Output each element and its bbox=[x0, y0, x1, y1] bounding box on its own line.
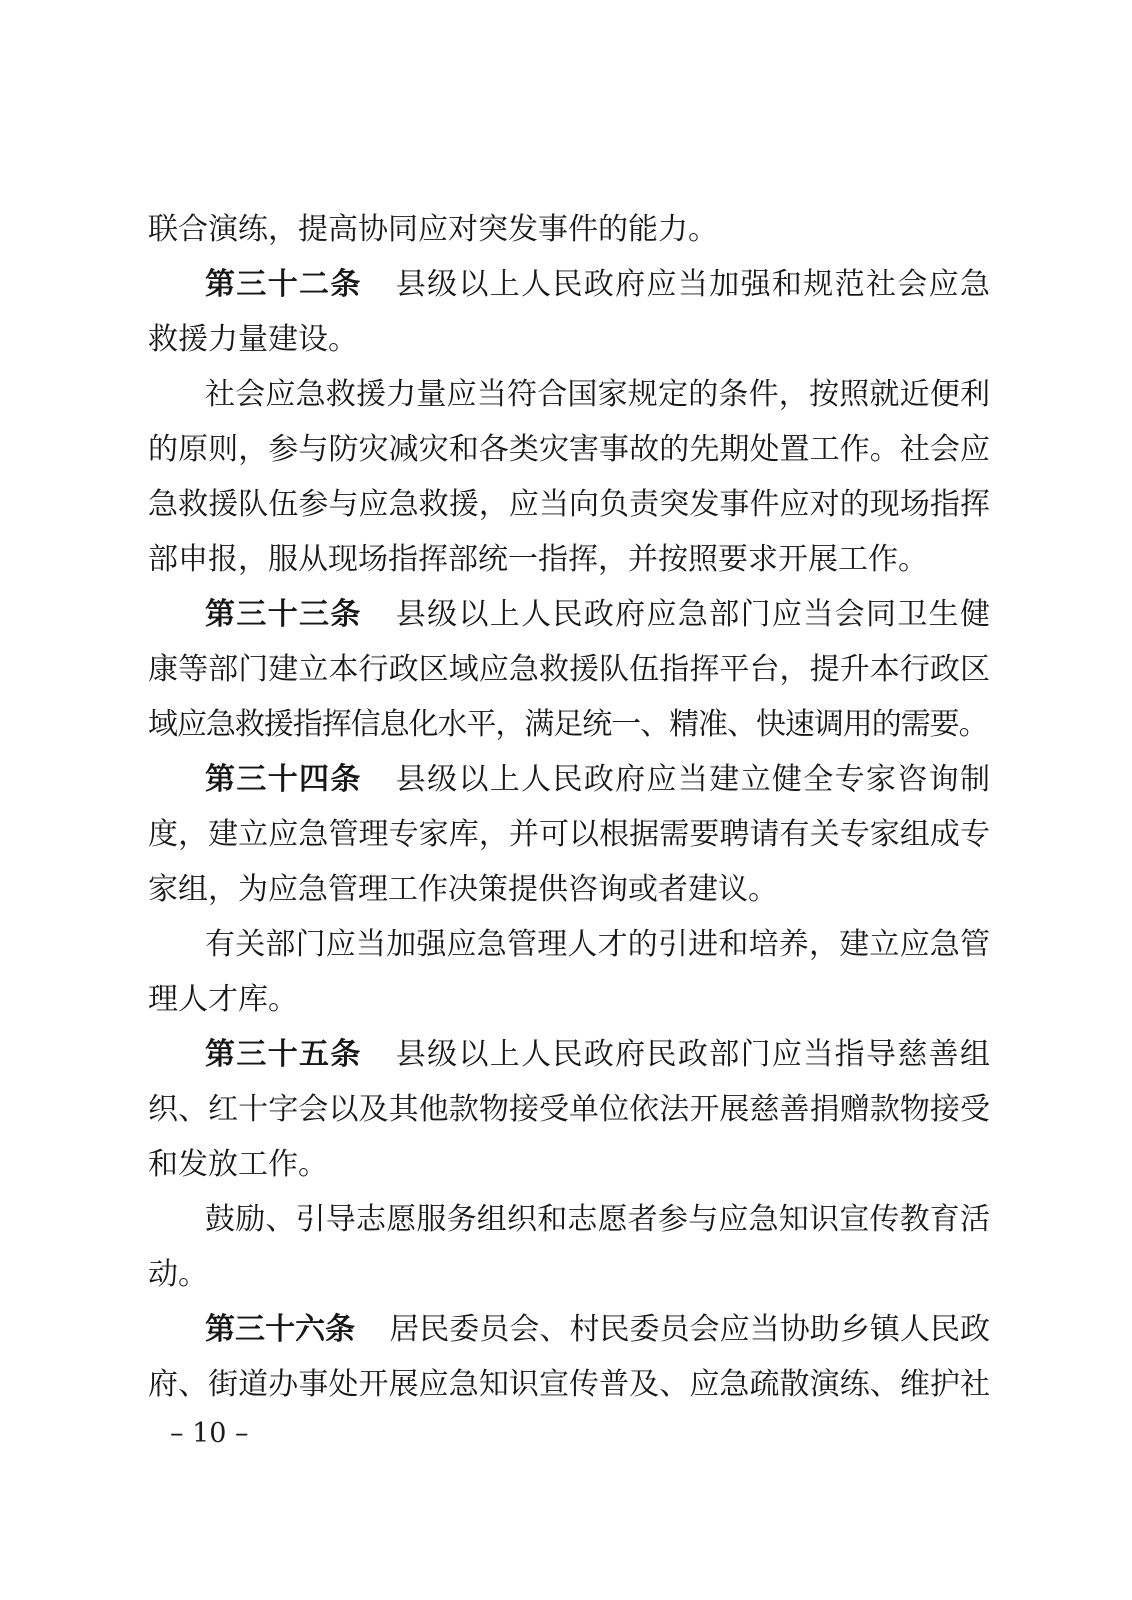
text-line bbox=[148, 587, 990, 642]
line-text: 家组，为应急管理工作决策提供咨询或者建议。 bbox=[148, 872, 778, 907]
line-text: 县级以上人民政府应当加强和规范社会应急 bbox=[395, 267, 991, 302]
text-line bbox=[148, 202, 990, 257]
line-text: 有关部门应当加强应急管理人才的引进和培养，建立应急管 bbox=[205, 927, 990, 962]
line-text: 的原则，参与防灾减灾和各类灾害事故的先期处置工作。社会应 bbox=[148, 432, 990, 467]
article-number: 第三十六条 bbox=[205, 1312, 356, 1347]
line-text: 域应急救援指挥信息化水平，满足统一、精准、快速调用的需要。 bbox=[148, 707, 988, 742]
text-line bbox=[148, 1137, 990, 1192]
line-text: 救援力量建设。 bbox=[148, 322, 358, 357]
text-line bbox=[148, 972, 990, 1027]
text-line bbox=[148, 1247, 990, 1302]
text-line bbox=[148, 312, 990, 367]
article-number: 第三十二条 bbox=[205, 267, 362, 302]
page-number: – 10 – bbox=[170, 1418, 249, 1449]
text-line bbox=[148, 917, 990, 972]
document-text-block bbox=[148, 202, 990, 1412]
line-text: 鼓励、引导志愿服务组织和志愿者参与应急知识宣传教育活 bbox=[205, 1202, 990, 1237]
line-text: 部申报，服从现场指挥部统一指挥，并按照要求开展工作。 bbox=[148, 542, 928, 577]
line-text: 急救援队伍参与应急救援，应当向负责突发事件应对的现场指挥 bbox=[148, 487, 990, 522]
text-line bbox=[148, 1192, 990, 1247]
text-line bbox=[148, 367, 990, 422]
article-number: 第三十三条 bbox=[205, 597, 362, 632]
line-text: 县级以上人民政府应当建立健全专家咨询制 bbox=[395, 762, 991, 797]
line-text: 和发放工作。 bbox=[148, 1147, 328, 1182]
text-line bbox=[148, 697, 990, 752]
text-line bbox=[148, 862, 990, 917]
text-line bbox=[148, 642, 990, 697]
text-line bbox=[148, 1082, 990, 1137]
text-line bbox=[148, 1027, 990, 1082]
text-line bbox=[148, 752, 990, 807]
line-text: 动。 bbox=[148, 1257, 208, 1292]
line-text: 康等部门建立本行政区域应急救援队伍指挥平台，提升本行政区 bbox=[148, 652, 990, 687]
article-number: 第三十四条 bbox=[205, 762, 362, 797]
text-line bbox=[148, 1302, 990, 1357]
line-text: 度，建立应急管理专家库，并可以根据需要聘请有关专家组成专 bbox=[148, 817, 990, 852]
text-line bbox=[148, 257, 990, 312]
line-text: 县级以上人民政府应急部门应当会同卫生健 bbox=[395, 597, 991, 632]
line-text: 织、红十字会以及其他款物接受单位依法开展慈善捐赠款物接受 bbox=[148, 1092, 990, 1127]
text-line bbox=[148, 807, 990, 862]
line-text: 社会应急救援力量应当符合国家规定的条件，按照就近便利 bbox=[205, 377, 990, 412]
text-line bbox=[148, 477, 990, 532]
article-number: 第三十五条 bbox=[205, 1037, 362, 1072]
line-text: 居民委员会、村民委员会应当协助乡镇人民政 bbox=[389, 1312, 991, 1347]
line-text: 理人才库。 bbox=[148, 982, 298, 1017]
line-text: 联合演练，提高协同应对突发事件的能力。 bbox=[148, 212, 718, 247]
text-line bbox=[148, 1357, 990, 1412]
line-text: 府、街道办事处开展应急知识宣传普及、应急疏散演练、维护社 bbox=[148, 1367, 990, 1402]
text-line bbox=[148, 422, 990, 477]
text-line bbox=[148, 532, 990, 587]
line-text: 县级以上人民政府民政部门应当指导慈善组 bbox=[395, 1037, 991, 1072]
